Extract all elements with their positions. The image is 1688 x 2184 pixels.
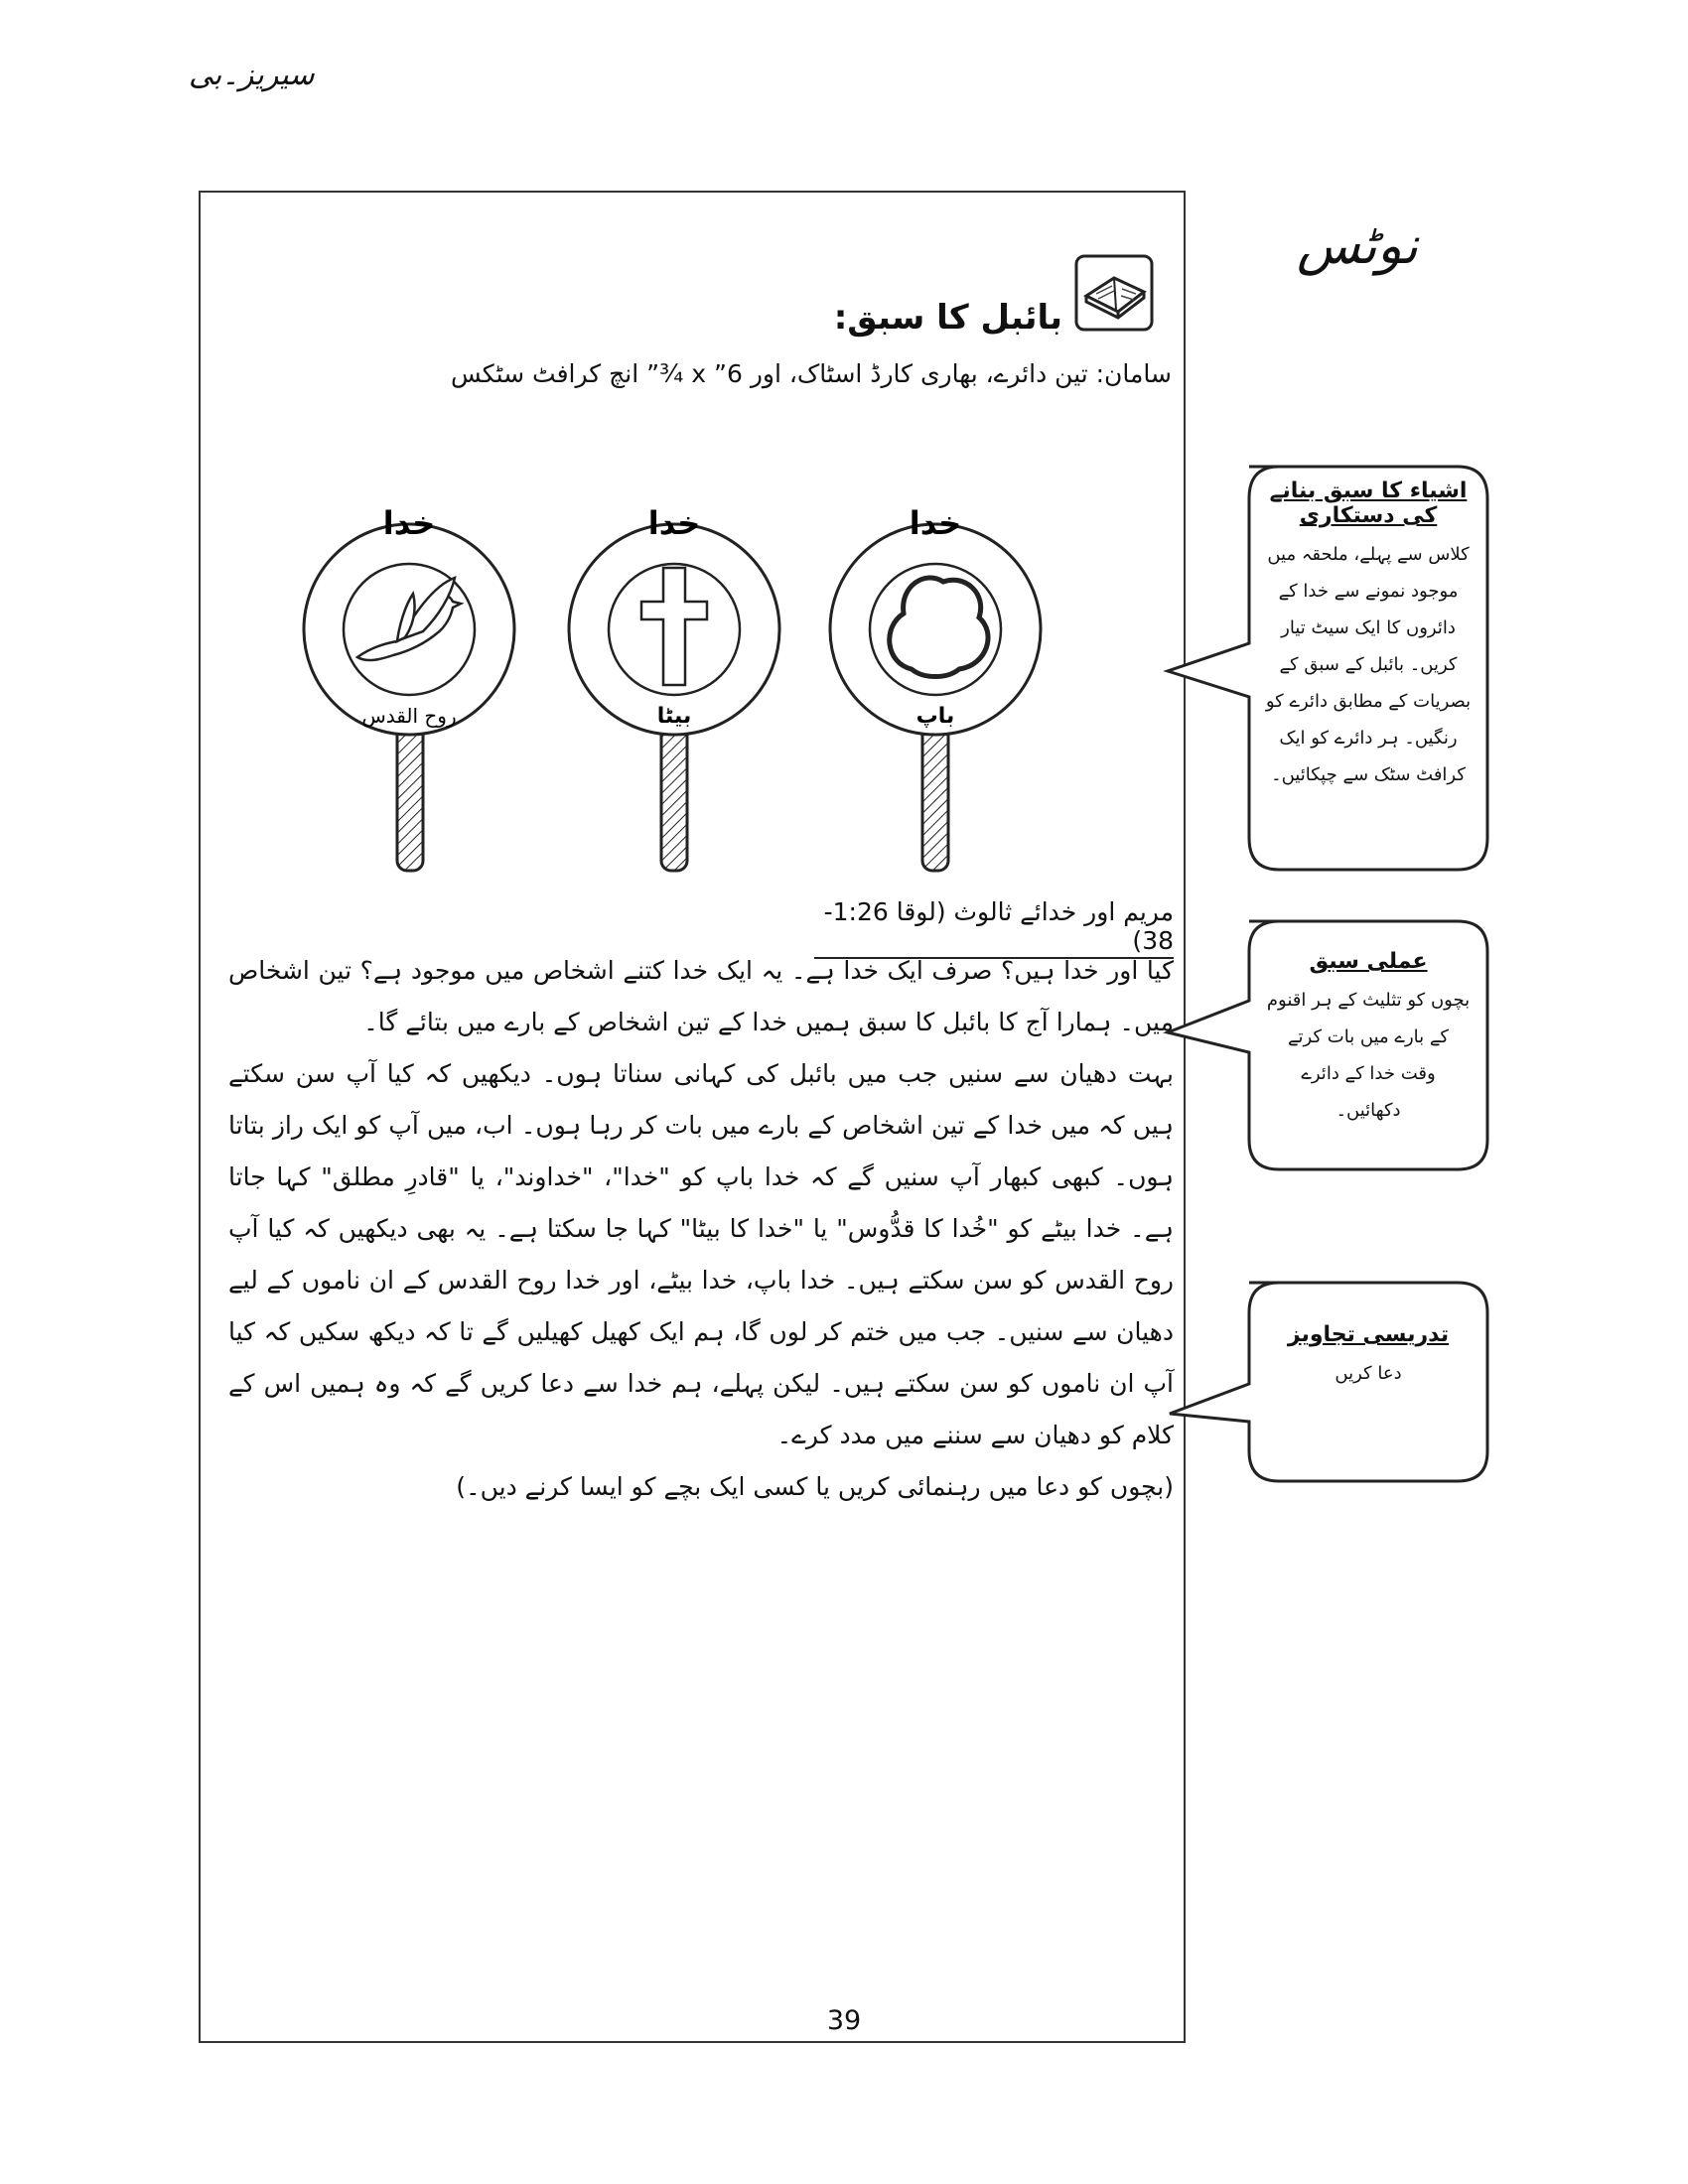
circle-label: بیٹا <box>656 704 692 729</box>
callout-teaching-tips <box>1160 1275 1497 1493</box>
materials-line: سامان: تین دائرے، بھاری کارڈ اسٹاک، اور 6” x ¾” انچ کرافٹ سٹکس <box>450 359 1172 388</box>
callout-title: اشیاء کا سبق بنانے کی دستکاری <box>1269 478 1468 528</box>
circle-father <box>830 504 1041 871</box>
story-body <box>228 945 1174 1513</box>
callout-object-lesson <box>1160 913 1497 1181</box>
scripture-reference: مریم اور خدائے ثالوث (لوقا 1:26-38) <box>814 897 1174 959</box>
trinity-circles-illustration <box>302 478 1096 886</box>
callout-line: وقت خدا کے دائرے <box>1301 1063 1436 1084</box>
callout-line: کریں۔ بائبل کے سبق کے <box>1279 654 1458 675</box>
paragraph: بہت دھیان سے سنیں جب میں بائبل کی کہانی سناتا ہوں۔ دیکھیں کہ کیا آپ سن سکتے ہیں کہ میں خدا کے تین اشخاص کے بارے میں بات کر رہا ہوں۔ اب، میں آپ کو ایک راز بتاتا ہوں۔ کبھی کبھار آپ سنیں گے کہ خدا باپ کو "خدا"، "خداوند"، یا "قادرِ مطلق" کہا جاتا ہے۔ خدا بیٹے کو "خُدا کا قدُّوس" یا "خدا کا بیٹا" کہا جا سکتا ہے۔ یہ بھی دیکھیں کہ کیا آپ روح القدس کو سن سکتے ہیں۔ خدا باپ، خدا بیٹے، اور خدا روح القدس کے ان ناموں کے لیے دھیان سے سنیں۔ جب میں ختم کر لوں گا، ہم ایک کھیل کھیلیں گے تا کہ دیکھ سکیں کہ کیا آپ ان ناموں کو سن سکتے ہیں۔ لیکن پہلے، ہم خدا سے دعا کریں گے کہ وہ ہمیں اس کے کلام کو دھیان سے سننے میں مدد کرے۔ <box>228 1059 1174 1449</box>
callout-line: بصریات کے مطابق دائرے کو <box>1265 691 1472 712</box>
callout-line: دکھائیں۔ <box>1336 1100 1401 1121</box>
circle-heading: خدا <box>382 504 436 542</box>
circle-label: روح القدس <box>361 704 457 728</box>
callout-line: بچوں کو تثلیث کے ہر اقنوم <box>1266 990 1471 1011</box>
circle-label: باپ <box>915 704 955 729</box>
bible-book-icon <box>1074 254 1154 332</box>
callout-title: عملی سبق <box>1309 949 1428 974</box>
page-number: 39 <box>826 2005 862 2036</box>
series-label: سیریز۔بی <box>189 58 315 92</box>
trefoil-icon <box>890 578 988 677</box>
circle-heading: خدا <box>909 504 962 542</box>
callout-line: کرافٹ سٹک سے چپکائیں۔ <box>1271 764 1466 785</box>
callout-line: کلاس سے پہلے، ملحقہ میں <box>1267 544 1470 565</box>
circle-heading: خدا <box>647 504 701 542</box>
lesson-title: بائبل کا سبق: <box>833 298 1062 338</box>
circle-holy-spirit <box>304 504 514 871</box>
callout-line: دعا کریں <box>1335 1363 1402 1384</box>
callout-line: کے بارے میں بات کرتے <box>1287 1026 1449 1047</box>
callout-line: دائروں کا ایک سیٹ تیار <box>1281 617 1456 638</box>
callout-line: رنگیں۔ ہر دائرے کو ایک <box>1279 728 1458 749</box>
callout-title: تدریسی تجاویز <box>1287 1322 1450 1347</box>
paragraph: (بچوں کو دعا میں رہنمائی کریں یا کسی ایک بچے کو ایسا کرنے دیں۔) <box>456 1472 1174 1501</box>
callout-craft <box>1160 459 1497 880</box>
circle-son <box>569 504 779 871</box>
paragraph: کیا اور خدا ہیں؟ صرف ایک خدا ہے۔ یہ ایک خدا کتنے اشخاص میں موجود ہے؟ تین اشخاص میں۔ ہمارا آج کا بائبل کا سبق ہمیں خدا کے تین اشخاص کے بارے میں بتائے گا۔ <box>228 956 1174 1036</box>
callout-line: موجود نمونے سے خدا کے <box>1278 581 1459 602</box>
notes-heading: نوٹس <box>1297 216 1419 276</box>
